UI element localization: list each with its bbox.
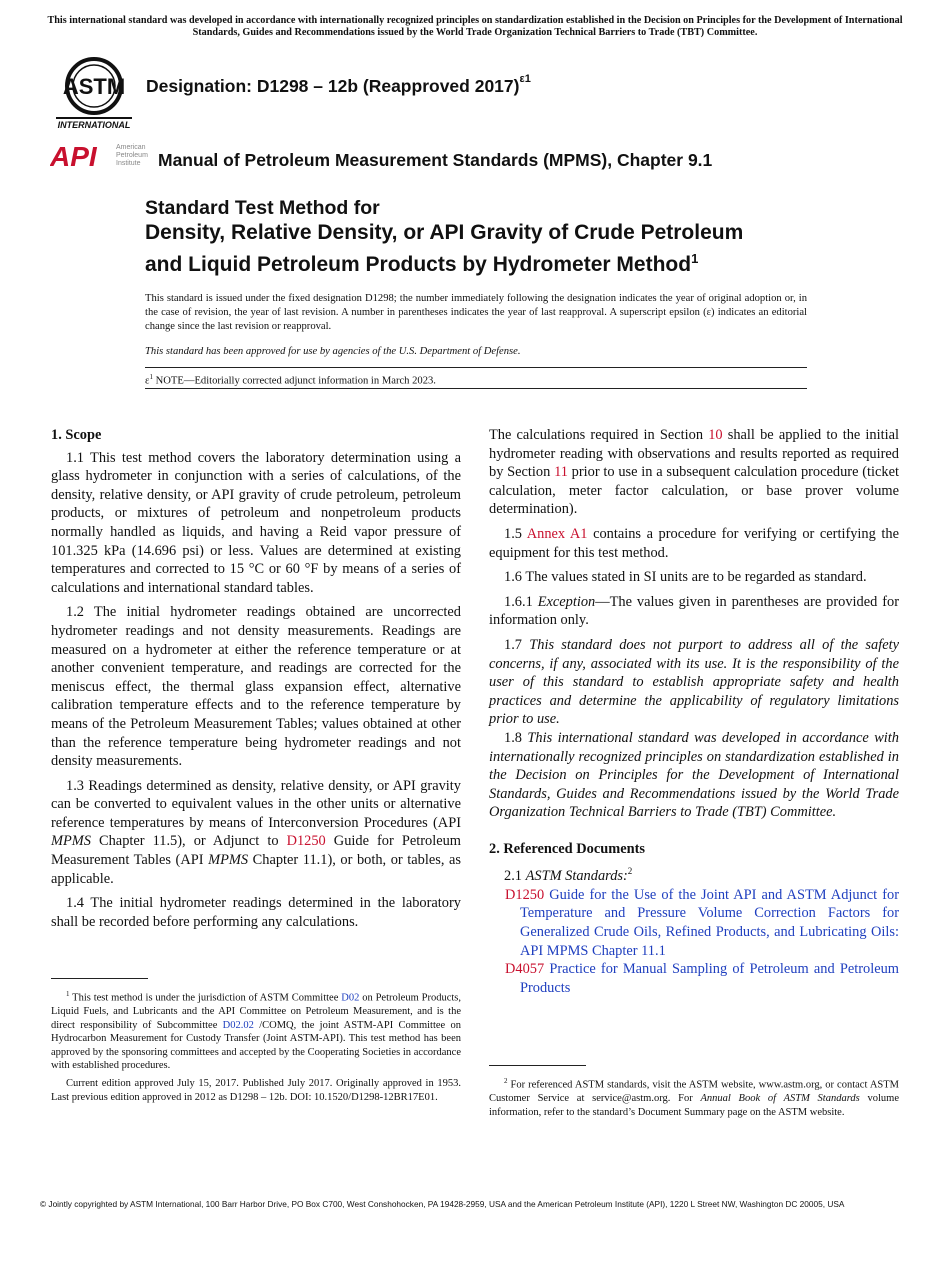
title-line-1: Standard Test Method for <box>145 197 380 219</box>
footnote-1-edition: Current edition approved July 15, 2017. Published July 2017. Originally approved in 1953. Last previous edition approved in 2012 as D1298 – 12b. DOI: 10.1520/D1298-12BR17E01. <box>51 1078 461 1103</box>
paragraph-1-1: 1.1 This test method covers the laboratory determination using a glass hydrometer in conjunction with a series of calculations, of the density, relative density, or API gravity of crude petroleum, petroleum products, or mixtures of petroleum and nonpetroleum products normally handled as liquids, and having a Reid vapor pressure of 101.325 kPa (14.696 psi) or less. Values are determined at existing temperatures and corrected to 15 °C or 60 °F by means of a series of calculations and international standard tables. <box>51 449 461 596</box>
link-section-11[interactable]: 11 <box>554 464 568 481</box>
link-d1250[interactable]: D1250 <box>286 833 326 850</box>
paragraph-1-4-continued: The calculations required in Section 10 shall be applied to the initial hydrometer reading with observations and results reported as required by Section 11 prior to use in a subsequent calculation procedure (ticket calculation, meter factor calculation, or base prover volume determination). <box>489 427 900 518</box>
api-logo-text: API <box>50 141 97 170</box>
title-line-3: and Liquid Petroleum Products by Hydrometer Method$^1$ <box>145 251 699 276</box>
paragraph-1-8: 1.8 This international standard was developed in accordance with internationally recognized principles on standardization established in the Decision on Principles for the Development of International Standards, Guides and Recommendations issued by the World Trade Organization Technical Barriers to Trade (TBT) Committee. <box>489 729 899 821</box>
document-title <box>145 196 845 278</box>
copyright-footer: © Jointly copyrighted by ASTM International, 100 Barr Harbor Drive, PO Box C700, West Conshohocken, PA 19428-2959, USA and the American Petroleum Institute (API), 1220 L Street NW, Washington DC 20005, USA <box>40 1199 845 1209</box>
section-heading-referenced-documents: 2. Referenced Documents <box>489 840 645 857</box>
editorial-note: $\varepsilon^1$ NOTE—Editorially corrected adjunct information in March 2023. <box>145 373 436 387</box>
link-section-10[interactable]: 10 <box>708 427 723 443</box>
manual-heading: Manual of Petroleum Measurement Standards (MPMS), Chapter 9.1 <box>158 150 713 170</box>
astm-logo-text: ASTM <box>62 74 126 99</box>
link-d02-02[interactable]: D02.02 <box>222 1019 254 1031</box>
right-column <box>489 426 899 997</box>
astm-logo <box>52 56 136 130</box>
api-logo-line1: American <box>116 144 146 151</box>
title-line-2: Density, Relative Density, or API Gravity of Crude Petroleum <box>145 221 744 244</box>
paragraph-1-4: 1.4 The initial hydrometer readings determined in the laboratory shall be recorded before performing any calculations. <box>51 895 461 930</box>
designation-text: Designation: D1298 – 12b (Reapproved 2017) <box>146 76 520 96</box>
reference-item-d4057 <box>489 960 899 997</box>
link-d02[interactable]: D02 <box>341 992 360 1004</box>
designation <box>146 73 531 97</box>
api-logo-line3: Institute <box>116 160 141 167</box>
reference-title-link[interactable]: Practice for Manual Sampling of Petroleum and Petroleum Products <box>520 961 899 996</box>
title-footnote-ref: 1 <box>691 251 699 266</box>
notice-banner: This international standard was developed in accordance with internationally recognized principles on standardization established in the Decision on Principles for the Development of International Standards, Guides and Recommendations issued by the World Trade Organization Technical Barriers to Trade (TBT) Committee. <box>47 15 903 38</box>
api-logo-line2: Petroleum <box>116 152 148 159</box>
footnote-rule <box>489 1065 586 1066</box>
paragraph-1-6: 1.6 The values stated in SI units are to be regarded as standard. <box>504 569 867 586</box>
reference-item-d1250 <box>489 886 899 960</box>
reference-title-link[interactable]: Guide for the Use of the Joint API and ASTM Adjunct for Temperature and Pressure Volume Correction Factors for Generalized Crude Oils, Refined Products, and Lubricating Oils: API MPMS Chapter 11.1 <box>520 886 899 959</box>
paragraph-1-2: 1.2 The initial hydrometer readings obtained are uncorrected hydrometer readings and not density measurements. Readings are measured on a hydrometer at either the reference temperature or at another convenient temperature, and readings are corrected for the meniscus effect, the thermal glass expansion effect, alternative calibration temperature effects and to the reference temperature by means of the Petroleum Measurement Tables; values obtained at other than the reference temperature being hydrometer readings and not density measurements. <box>51 604 461 770</box>
footnote-rule <box>51 978 148 979</box>
footnote-2: $^2$ For referenced ASTM standards, visit the ASTM website, www.astm.org, or contact ASTM Customer Service at service@astm.org. For Annual Book of ASTM Standards volume information, refer to the standard’s Document Summary page on the ASTM website. <box>489 1077 899 1118</box>
issuance-note: This standard is issued under the fixed designation D1298; the number immediately following the designation indicates the year of original adoption or, in the case of revision, the year of last revision. A number in parentheses indicates the year of last reapproval. A superscript epsilon (ε) indicates an editorial change since the last revision or reapproval. <box>145 293 807 333</box>
footnote-1: $^1$ This test method is under the jurisdiction of ASTM Committee D02 on Petroleum Products, Liquid Fuels, and Lubricants and the API Committee on Petroleum Measurement, and is the direct responsibility of Subcommittee D02.02 /COMQ, the joint ASTM-API Committee on Hydrocarbon Measurement for Custody Transfer (Joint ASTM-API). This test method has been approved by the sponsoring committees and accepted by the Cooperating Societies in accordance with established procedures. Current edition approved July 15, 2017. Published July 2017. Originally approved in 1953. Last previous edition approved in 2012 as D1298 – 12b. DOI: 10.1520/D1298-12BR17E01. <box>51 990 461 1103</box>
divider <box>145 367 807 368</box>
astm-logo-sub: INTERNATIONAL <box>57 120 131 130</box>
api-logo <box>50 140 150 170</box>
designation-sup: ε1 <box>519 73 531 86</box>
link-annex-a1[interactable]: Annex A1 <box>526 525 588 542</box>
left-column <box>51 426 461 931</box>
divider <box>145 388 807 389</box>
dod-approval: This standard has been approved for use by agencies of the U.S. Department of Defense. <box>145 346 521 357</box>
paragraph-1-6-1: 1.6.1 Exception—The values given in parentheses are provided for information only. <box>489 593 899 629</box>
paragraph-1-3: 1.3 Readings determined as density, relative density, or API gravity can be converted to equivalent values in the other units or alternative reference temperatures by means of Interconversion Procedures (API MPMS Chapter 11.5), or Adjunct to D1250 Guide for Petroleum Measurement Tables (API MPMS Chapter 11.1), or both, or tables, as applicable. <box>51 777 462 887</box>
section-heading-scope: 1. Scope <box>51 427 102 443</box>
astm-standards-label: 2.1 ASTM Standards:$^2$ <box>504 866 633 885</box>
paragraph-1-7: 1.7 This standard does not purport to address all of the safety concerns, if any, associated with its use. It is the responsibility of the user of this standard to establish appropriate safety and health practices and determine the applicability of regulatory limitations prior to use. <box>489 636 899 728</box>
paragraph-1-5: 1.5 Annex A1 contains a procedure for verifying or certifying the equipment for this test method. <box>489 525 899 561</box>
reference-code-link[interactable]: D1250 <box>505 886 545 903</box>
reference-code-link[interactable]: D4057 <box>505 961 545 978</box>
